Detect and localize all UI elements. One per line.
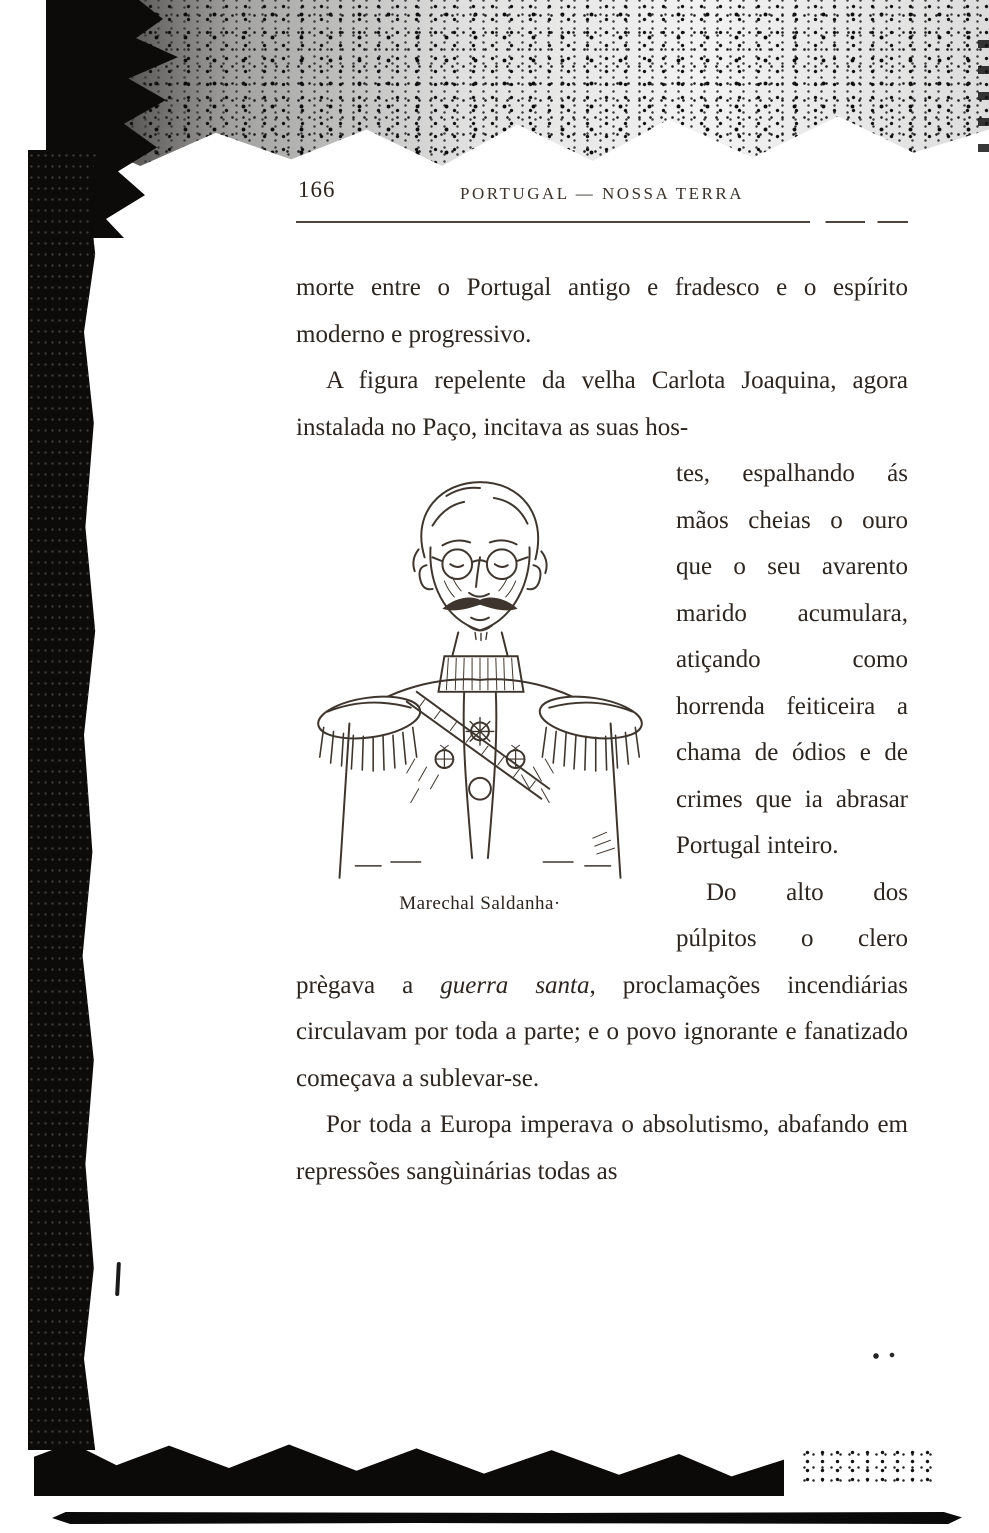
figure-caption: Marechal Saldanha· xyxy=(399,893,561,914)
scan-stray-tick xyxy=(115,1262,121,1296)
page-content xyxy=(296,176,908,1195)
body-text xyxy=(296,265,908,1195)
paragraph-3-text-after-italic: , proclamações incendiárias circulavam por toda a parte; e o povo ignorante e fanatizado começava a sublevar-se. xyxy=(296,971,908,1092)
scan-artifact-right-edge xyxy=(978,40,989,152)
figure-marechal-saldanha xyxy=(296,461,664,919)
scan-artifact-bottom-strip xyxy=(52,1512,962,1524)
page-number: 166 xyxy=(298,177,336,202)
paragraph-3-text-before-italic: Do alto dos púlpitos o clero prègava a xyxy=(296,878,908,999)
body-paragraph-2-intro: A figura repelente da velha Carlota Joaquina, agora instalada no Paço, incitava as suas hos- xyxy=(296,367,908,441)
body-paragraph-4: Por toda a Europa imperava o absolutismo, abafando em repressões sangùinárias todas as xyxy=(296,1111,908,1185)
scan-stray-dots xyxy=(872,1352,898,1360)
scan-artifact-left-edge xyxy=(28,150,98,1450)
scan-noise-top xyxy=(46,0,989,166)
paragraph-3-italic-phrase: guerra santa xyxy=(440,971,590,999)
body-paragraph-2-wrapped: tes, espalhando ás mãos cheias o ouro que o seu avarento marido acumulara, atiçando como horrenda feiticeira a chama de ódios e de crimes que ia abrasar Portugal inteiro. xyxy=(676,460,908,859)
running-title: PORTUGAL — NOSSA TERRA xyxy=(460,184,744,203)
header-rule xyxy=(296,221,908,223)
marechal-saldanha-portrait xyxy=(296,461,664,889)
page-header xyxy=(296,176,908,212)
scan-artifact-bottom-band xyxy=(34,1440,784,1496)
body-paragraph-1: morte entre o Portugal antigo e fradesco e o espírito moderno e progressivo. xyxy=(296,274,908,348)
scan-artifact-bottom-dots xyxy=(800,1448,935,1482)
